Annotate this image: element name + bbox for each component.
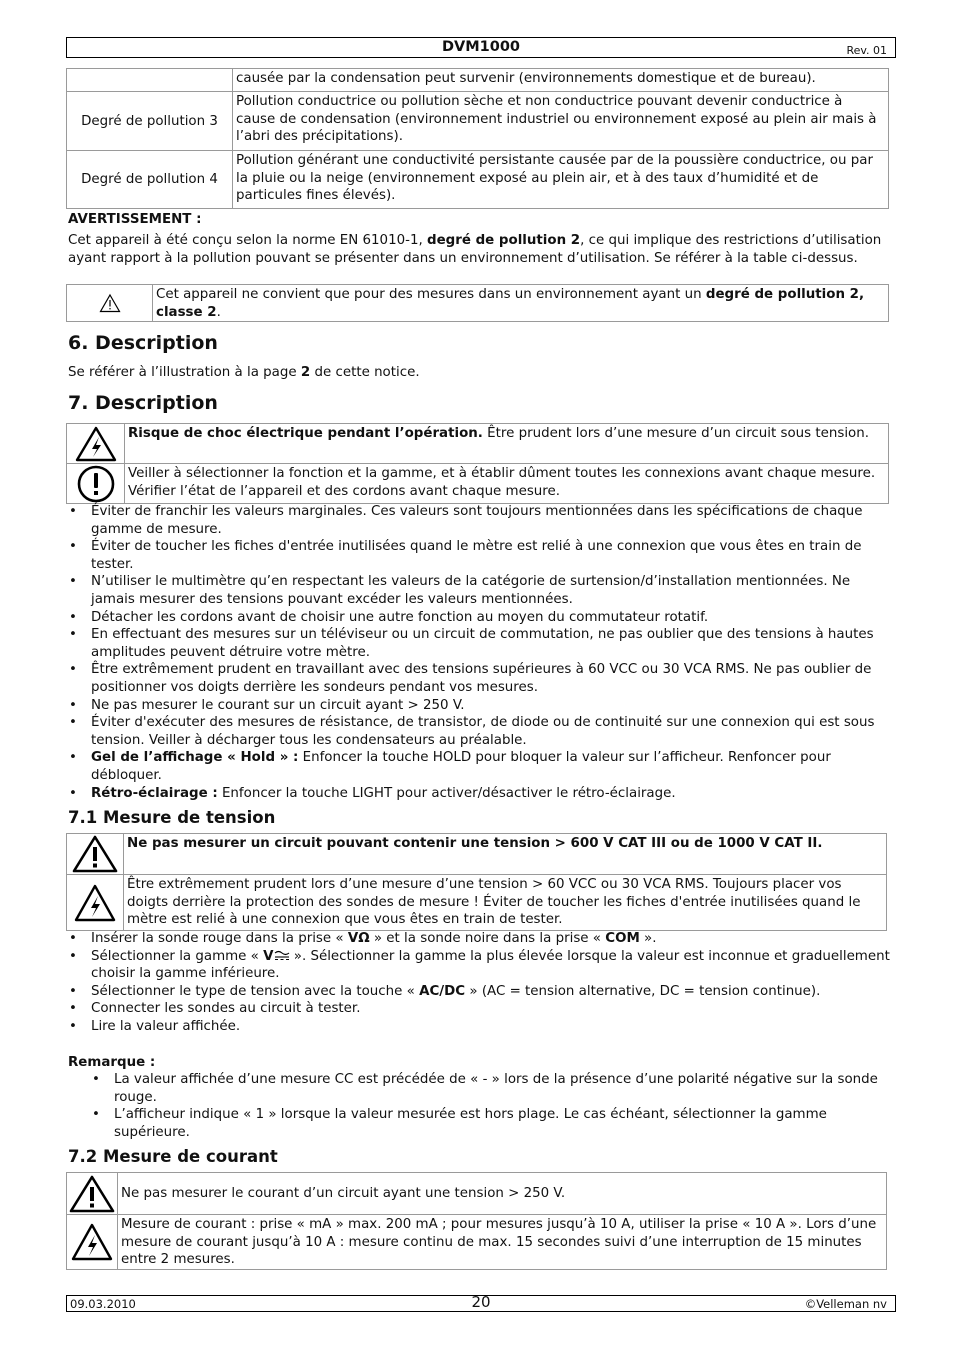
list-item: • En effectuant des mesures sur un téléviseur ou un circuit de commutation, ne pas oublier que des tensions à hautes amplitudes peuvent détruire votre mètre. (68, 626, 890, 661)
table-row (67, 69, 889, 92)
list-item: • Éviter d'exécuter des mesures de résistance, de transistor, de diode ou de continuité sur une connexion qui est sous tension. Veiller à décharger tous les condensateurs au préalable. (68, 714, 890, 749)
remark-bullet-list (91, 1071, 891, 1141)
pollution-table (66, 68, 889, 209)
table-row (67, 92, 889, 151)
exclamation-icon-cell (67, 464, 125, 504)
text-span: Se référer à l’illustration à la page (68, 365, 301, 380)
list-item: • L’afficheur indique « 1 » lorsque la valeur mesurée est hors plage. Le cas échéant, sélectionner la gamme supérieure. (91, 1106, 891, 1141)
table-cell-label: Degré de pollution 3 (67, 92, 233, 151)
warning-icon-cell (67, 834, 124, 875)
bold-span: AC/DC (419, 983, 466, 999)
bold-span: VΩ (347, 931, 370, 946)
warning-box-text (153, 285, 889, 322)
warning-triangle-icon (67, 1175, 117, 1213)
section-7-safety-box (66, 423, 889, 504)
warning-paragraph (68, 232, 888, 267)
bold-span: Gel de l’affichage « Hold » : (91, 750, 299, 766)
list-item: • La valeur affichée d’une mesure CC est précédée de « - » lors de la présence d’une polarité négative sur la sonde rouge. (91, 1071, 891, 1106)
document-title: DVM1000 (441, 39, 521, 55)
text-span: , ce qui implique des restrictions d’utilisation ayant rapport à la pollution pouvant se présenter dans un environnement d’utilisation. Se référer à la table ci-dessus. (68, 233, 882, 266)
text-span: Enfoncer la touche HOLD pour bloquer la valeur sur l’afficheur. Renfoncer pour débloquer. (91, 750, 831, 783)
section-6-paragraph (68, 364, 888, 382)
section-7-1-bullet-list (68, 930, 890, 1036)
text-span: » et la sonde noire dans la prise « (369, 931, 606, 946)
page-header (66, 37, 896, 58)
warning-heading: AVERTISSEMENT : (68, 212, 202, 227)
text-span: de cette notice. (310, 365, 420, 380)
list-item: • Être extrêmement prudent en travaillant avec des tensions supérieures à 60 VCC ou 30 VCA RMS. Ne pas oublier de positionner vos doigts derrière les sondeurs pendant vos mesures. (68, 661, 890, 696)
list-item: • Éviter de toucher les fiches d'entrée inutilisées quand le mètre est relié à une connexion que vous êtes en train de tester. (68, 538, 890, 573)
bold-span: COM (605, 931, 640, 946)
list-item (68, 749, 890, 784)
dc-ac-symbol-icon (274, 949, 290, 961)
text-span: » (AC = tension alternative, DC = tension continue). (465, 983, 821, 999)
safety-box-text-2: Veiller à sélectionner la fonction et la gamme, et à établir dûment toutes les connexions avant chaque mesure. Vérifier l’état de l’appareil et des cordons avant chaque mesure. (125, 464, 889, 504)
bold-span: degré de pollution 2, classe 2 (156, 287, 865, 320)
footer-copyright: ©Velleman nv (804, 1297, 887, 1311)
list-item (68, 930, 890, 948)
page-footer (66, 1295, 896, 1312)
text-span: Sélectionner le type de tension avec la touche « (91, 983, 420, 999)
safety-box-text-1: Ne pas mesurer le courant d’un circuit ayant une tension > 250 V. (118, 1173, 887, 1215)
list-item (68, 948, 890, 983)
section-7-2-safety-box (66, 1172, 887, 1270)
list-item: • Détacher les cordons avant de choisir une autre fonction au moyen du commutateur rotatif. (68, 609, 890, 627)
text-span: Insérer la sonde rouge dans la prise « (91, 931, 348, 946)
safety-box-text-2: Être extrêmement prudent lors d’une mesure d’une tension > 60 VCC ou 30 VCA RMS. Toujours placer vos doigts derrière la protection des sondes de mesure ! Éviter de toucher les fiches d'entrée inutilisées quand le mètre est relié à une connexion que vous êtes en train de tester. (124, 875, 887, 931)
section-7-title: 7. Description (68, 392, 218, 414)
text-span: . (216, 304, 221, 320)
shock-icon-cell (67, 875, 124, 931)
table-cell-label: Degré de pollution 4 (67, 151, 233, 209)
section-7-bullet-list (68, 503, 890, 802)
list-item: • Éviter de franchir les valeurs marginales. Ces valeurs sont toujours mentionnées dans les spécifications de chaque gamme de mesure. (68, 503, 890, 538)
section-6-title: 6. Description (68, 332, 218, 354)
warning-triangle-icon (67, 835, 123, 873)
footer-date: 09.03.2010 (70, 1297, 136, 1311)
revision-label: Rev. 01 (846, 44, 887, 57)
list-item (68, 983, 890, 1001)
list-item: • Connecter les sondes au circuit à tester. (68, 1000, 890, 1018)
text-span: Être prudent lors d’une mesure d’un circuit sous tension. (482, 426, 869, 441)
table-cell-text: causée par la condensation peut survenir (environnements domestique et de bureau). (233, 69, 889, 92)
warning-triangle-icon (67, 293, 152, 313)
text-span: Cet appareil à été conçu selon la norme EN 61010-1, (68, 233, 427, 248)
page-number: 20 (471, 1293, 491, 1311)
table-row (67, 151, 889, 209)
safety-box-text-1: Ne pas mesurer un circuit pouvant contenir une tension > 600 V CAT III ou de 1000 V CAT II. (124, 834, 887, 875)
shock-hazard-icon (67, 884, 123, 922)
bold-span: V (263, 948, 274, 964)
bold-span: Risque de choc électrique pendant l’opération. (128, 426, 483, 441)
shock-icon-cell (67, 1215, 118, 1270)
shock-icon-cell (67, 424, 125, 464)
list-item (68, 785, 890, 803)
section-7-2-title: 7.2 Mesure de courant (68, 1147, 278, 1166)
warning-icon-cell (67, 285, 153, 322)
list-item: • N’utiliser le multimètre qu’en respectant les valeurs de la catégorie de surtension/d’installation mentionnées. Ne jamais mesurer des tensions pouvant excéder les valeurs mentionnées. (68, 573, 890, 608)
shock-hazard-icon (67, 426, 124, 462)
table-cell-text: Pollution générant une conductivité persistante causée par de la poussière conductrice, ou par la pluie ou la neige (environnement exposé au plein air, et à des taux d’humidité et de particules fines élevés). (233, 151, 889, 209)
text-span: ». (639, 931, 657, 946)
section-7-1-safety-box (66, 833, 887, 931)
remark-heading: Remarque : (68, 1055, 156, 1070)
list-item: • Lire la valeur affichée. (68, 1018, 890, 1036)
text-span: Cet appareil ne convient que pour des mesures dans un environnement ayant un (156, 287, 706, 302)
table-cell-label (67, 69, 233, 92)
safety-box-text-1 (125, 424, 889, 464)
bold-span: degré de pollution 2 (426, 233, 581, 248)
text-span: ». Sélectionner la gamme la plus élevée lorsque la valeur est inconnue et graduellement choisir la gamme inférieure. (91, 948, 890, 982)
exclamation-circle-icon (67, 465, 124, 503)
shock-hazard-icon (67, 1223, 117, 1261)
bold-span: 2 (300, 365, 311, 380)
text-span: Enfoncer la touche LIGHT pour activer/désactiver le rétro-éclairage. (217, 785, 676, 801)
bold-span: Rétro-éclairage : (91, 785, 218, 801)
warning-icon-cell (67, 1173, 118, 1215)
section-7-1-title: 7.1 Mesure de tension (68, 808, 276, 827)
list-item: • Ne pas mesurer le courant sur un circuit ayant > 250 V. (68, 697, 890, 715)
table-cell-text: Pollution conductrice ou pollution sèche et non conductrice pouvant devenir conductrice à cause de condensation (environnement industriel ou environnement exposé au plein air mais à l’abri des précipitations). (233, 92, 889, 151)
safety-box-text-2: Mesure de courant : prise « mA » max. 200 mA ; pour mesures jusqu’à 10 A, utiliser la prise « 10 A ». Lors d’une mesure de courant jusqu’à 10 A : mesure continu de max. 15 secondes suivi d’une interruption de 15 minutes entre 2 mesures. (118, 1215, 887, 1270)
warning-box (66, 284, 889, 322)
text-span: Sélectionner la gamme « (91, 948, 264, 964)
